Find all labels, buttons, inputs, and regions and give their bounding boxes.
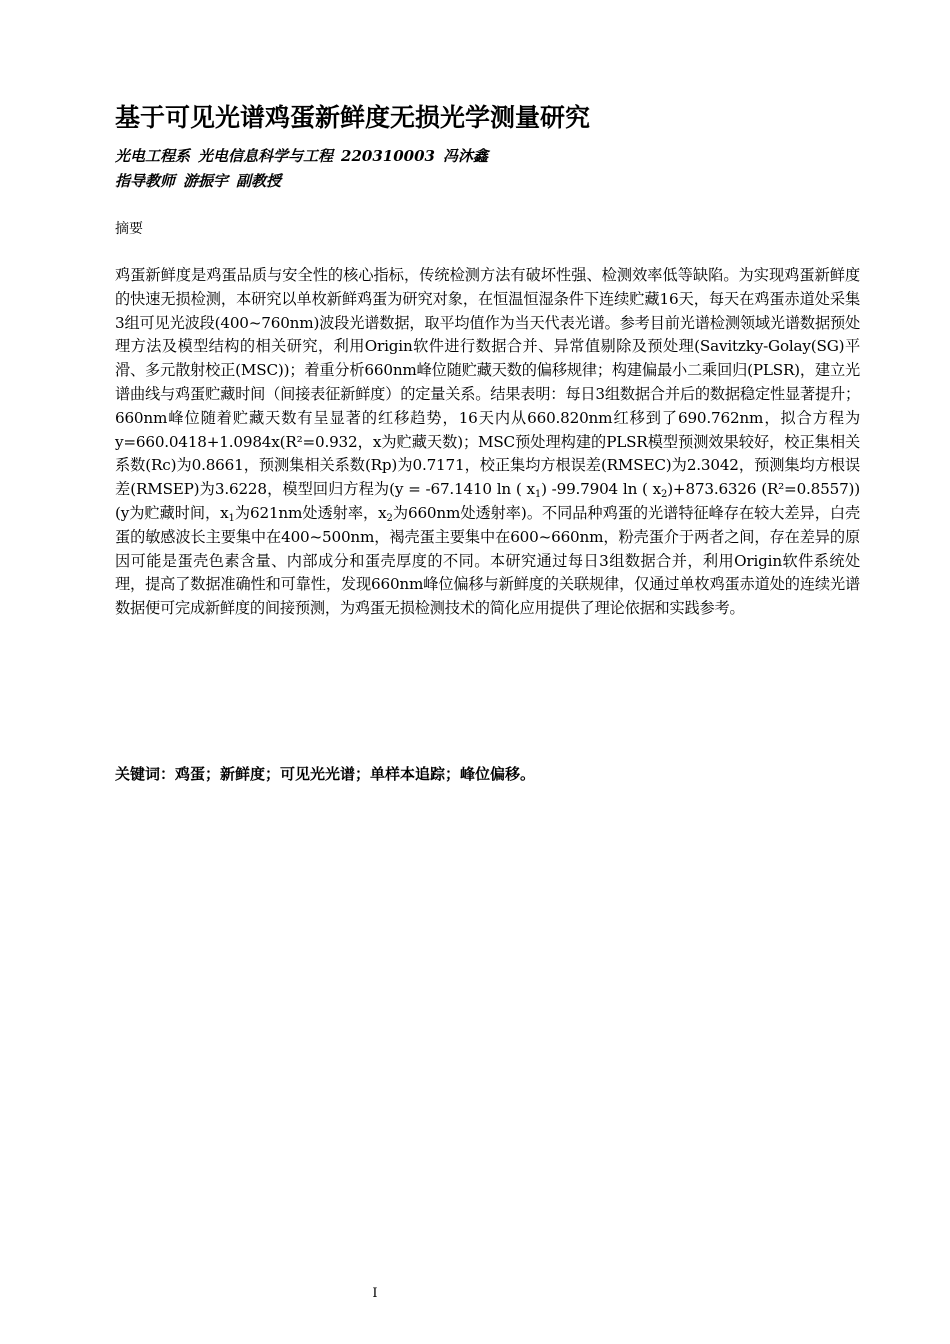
- advisor-name: 游振宇: [183, 172, 229, 190]
- abstract-part-1: 鸡蛋新鲜度是鸡蛋品质与安全性的核心指标，传统检测方法有破坏性强、检测效率低等缺陷。为实现鸡蛋新鲜度的快速无损检测，本研究以单枚新鲜鸡蛋为研究对象，在恒温恒湿条件下连续贮藏16天，每天在鸡蛋赤道处采集3组可见光波段(400~760nm)波段光谱数据，取平均值作为当天代表光谱。参考目前光谱检测领域光谱数据预处理方法及模型结构的相关研究，利用Origin软件进行数据合并、异常值剔除及预处理(Savitzky-Golay(SG)平滑、多元散射校正(MSC))；着重分析660nm峰位随贮藏天数的偏移规律；构建偏最小二乘回归(PLSR)，建立光谱曲线与鸡蛋贮藏时间（间接表征新鲜度）的定量关系。结果表明：每日3组数据合并后的数据稳定性显著提升；660nm峰位随着贮藏天数有呈显著的红移趋势，16天内从660.820nm红移到了690.762nm，拟合方程为y=660.0418+1.0984x(R²=0.932，x为贮藏天数)；MSC预处理构建的PLSR模型预测效果较好，校正集相关系数(Rc)为0.8661，预测集相关系数(Rp)为0.7171，校正集均方根误差(RMSEC)为2.3042，预测集均方根误差(RMSEP)为3.6228，模型回归方程为(: [115, 266, 860, 499]
- abstract-label: 摘要: [115, 221, 143, 237]
- author-student-id: 220310003: [341, 147, 435, 165]
- regression-formula-b: ) -99.7904 ln ( x: [541, 480, 662, 499]
- regression-formula-d: 为621nm处透射率，x: [234, 503, 387, 522]
- advisor-line: [115, 170, 289, 192]
- abstract-part-2: 为660nm处透射率)。不同品种鸡蛋的光谱特征峰存在较大差异，白壳蛋的敏感波长主要集中在400~500nm，褐壳蛋主要集中在600~660nm，粉壳蛋介于两者之间，存在差异的原因可能是蛋壳色素含量、内部成分和蛋壳厚度的不同。本研究通过每日3组数据合并，利用Origin软件系统处理，提高了数据准确性和可靠性，发现660nm峰位偏移与新鲜度的关联规律，仅通过单枚鸡蛋赤道处的连续光谱数据便可完成新鲜度的间接预测，为鸡蛋无损检测技术的简化应用提供了理论依据和实践参考。: [115, 503, 860, 618]
- author-major: 光电信息科学与工程: [198, 147, 334, 165]
- advisor-rank: 副教授: [236, 172, 282, 190]
- regression-formula-a: y = -67.1410 ln ( x: [394, 480, 535, 499]
- regression-formula-c: )+873.6326 (R²=0.8557))(y为贮藏时间，x: [115, 480, 860, 522]
- subscript-1: 1: [534, 489, 542, 501]
- page-number: I: [372, 1286, 378, 1301]
- author-line: [115, 145, 496, 167]
- subscript-4: 2: [386, 512, 393, 524]
- subscript-3: 1: [228, 512, 235, 524]
- author-name: 冯沐鑫: [442, 147, 488, 165]
- subscript-2: 2: [661, 489, 668, 501]
- abstract-body: [115, 264, 860, 621]
- advisor-label: 指导教师: [115, 172, 176, 190]
- author-department: 光电工程系: [115, 147, 191, 165]
- keywords: 关键词：鸡蛋；新鲜度；可见光光谱；单样本追踪；峰位偏移。: [115, 765, 536, 783]
- paper-title: 基于可见光谱鸡蛋新鲜度无损光学测量研究: [115, 103, 591, 132]
